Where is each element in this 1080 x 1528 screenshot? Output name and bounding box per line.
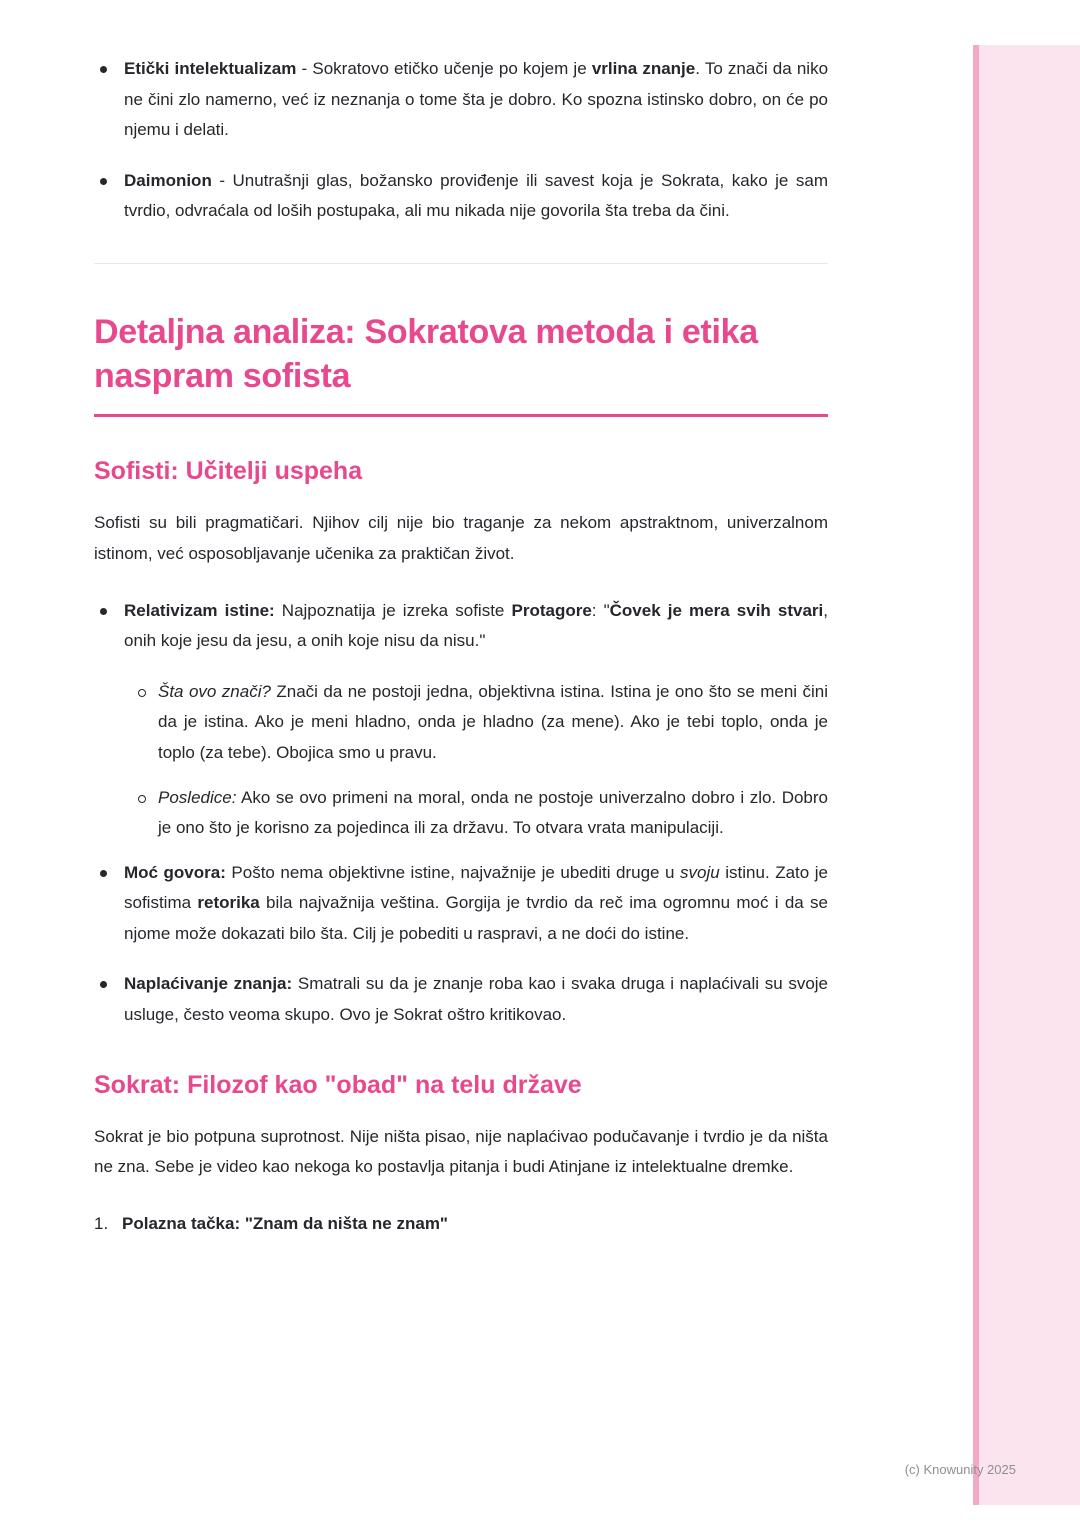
list-item [94,858,828,950]
list-item [94,54,828,146]
subheading-sokrat: Sokrat: Filozof kao "obad" na telu države [94,1070,582,1099]
list-item-text: Daimonion - Unutrašnji glas, božansko proviđenje ili savest koja je Sokrata, kako je sam tvrdio, odvraćala od loših postupaka, ali mu nikada nije govorila šta treba da čini. [124,170,828,221]
main-heading: Detaljna analiza: Sokratova metoda i etika naspram sofista [94,312,758,396]
section-divider [94,263,828,264]
bullet-circle-icon [134,677,158,769]
bullet-dot-icon [94,54,124,146]
subheading-sofisti: Sofisti: Učitelji uspeha [94,457,363,486]
heading-underline [94,414,828,417]
bullet-dot-icon [94,858,124,950]
top-bullet-list [94,54,828,227]
sub-list-item-text: Šta ovo znači? Znači da ne postoji jedna, objektivna istina. Istina je ono što se meni čini da je istina. Ako je meni hladno, onda je hladno (za mene). Ako je tebi toplo, onda je toplo (za tebe). Obojica smo u pravu. [158,681,828,762]
list-item-text: Naplaćivanje znanja: Smatrali su da je znanje roba kao i svaka druga i naplaćivali su svoje usluge, često veoma skupo. Ovo je Sokrat oštro kritikovao. [124,974,829,1025]
numbered-list-item [94,1209,828,1240]
bullet-dot-icon [94,596,124,657]
page-content [94,0,828,1239]
sub-list-item [134,783,828,844]
bullet-circle-icon [134,783,158,844]
right-accent-stripe [973,45,1080,1505]
sub-list-item-text: Posledice: Ako se ovo primeni na moral, onda ne postoje univerzalno dobro i zlo. Dobro je ono što je korisno za pojedinca ili za državu. To otvara vrata manipulaciji. [158,787,828,838]
sofisti-bullet-list [94,596,828,1031]
bullet-dot-icon [94,969,124,1030]
sokrat-intro-paragraph: Sokrat je bio potpuna suprotnost. Nije ništa pisao, nije naplaćivao podučavanje i tvrdio je da ništa ne zna. Sebe je video kao nekoga ko postavlja pitanja i budi Atinjane iz intelektualne dremke. [94,1126,828,1177]
watermark: (c) Knowunity 2025 [904,1462,1016,1477]
sub-list-item [134,677,828,769]
numbered-item-text: Polazna tačka: "Znam da ništa ne znam" [122,1213,448,1233]
list-item-text: Relativizam istine: Najpoznatija je izreka sofiste Protagore: "Čovek je mera svih stvari, onih koje jesu da jesu, a onih koje nisu da nisu." [124,600,828,651]
list-item-text: Etički intelektualizam - Sokratovo etičko učenje po kojem je vrlina znanje. To znači da niko ne čini zlo namerno, već iz neznanja o tome šta je dobro. Ko spozna istinsko dobro, on će po njemu i delati. [124,59,829,140]
sofisti-intro-paragraph: Sofisti su bili pragmatičari. Njihov cilj nije bio traganje za nekom apstraktnom, univerzalnom istinom, već osposobljavanje učenika za praktičan život. [94,513,828,563]
numbered-item-index: 1. [94,1213,109,1233]
list-item [94,166,828,227]
sofisti-sub-bullet-list [134,677,828,844]
list-item-text: Moć govora: Pošto nema objektivne istine, najvažnije je ubediti druge u svoju istinu. Zato je sofistima retorika bila najvažnija veština. Gorgija je tvrdio da reč ima ogromnu moć i da se njome može dokazati bilo šta. Cilj je pobediti u raspravi, a ne doći do istine. [124,862,828,943]
bullet-dot-icon [94,166,124,227]
list-item [94,969,828,1030]
list-item [94,596,828,657]
